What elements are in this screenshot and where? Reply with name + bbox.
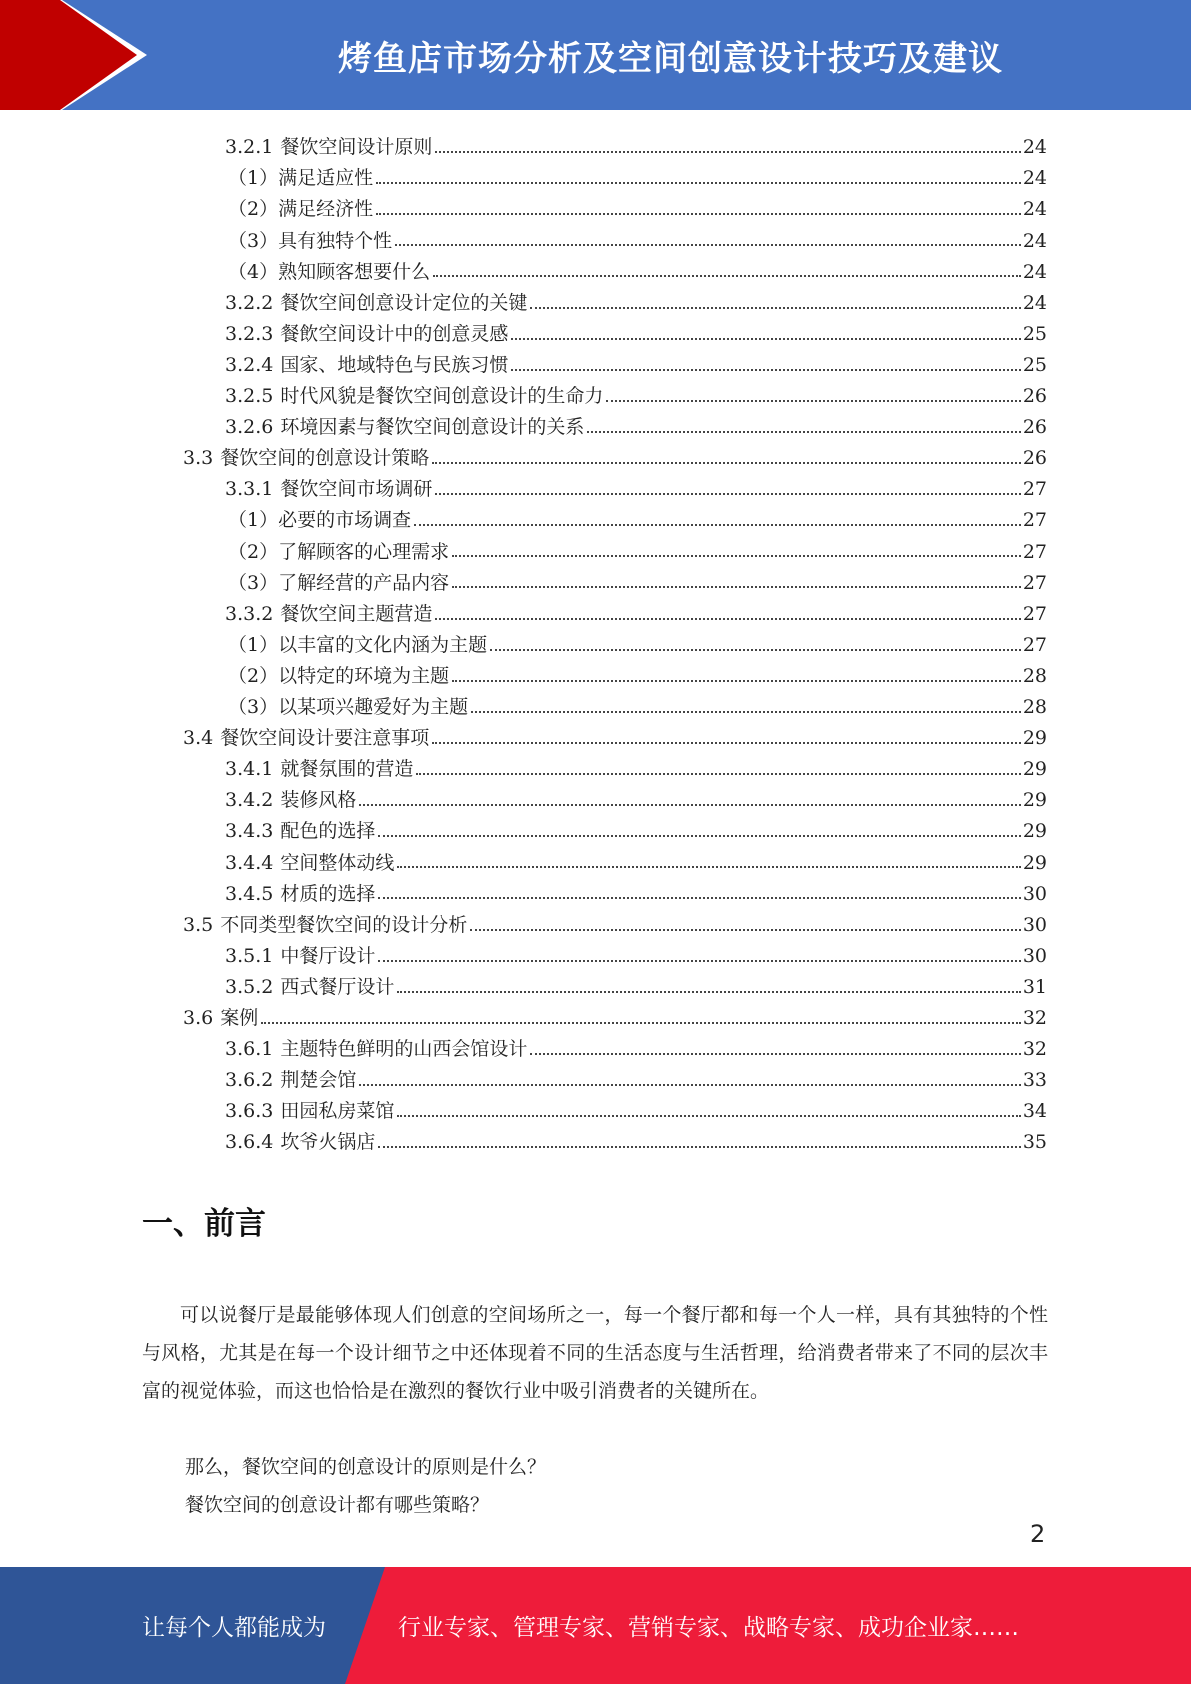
toc-entry-page: 33 [1022,1069,1047,1092]
toc-entry-number: 3.2.6 [225,416,274,439]
toc-dot-leader [490,649,1021,651]
toc-entry-page: 27 [1022,633,1047,656]
toc-entry-number: 3.3.2 [225,602,274,625]
toc-entry-page: 24 [1022,260,1047,283]
question-principles: 那么，餐饮空间的创意设计的原则是什么？ [185,1456,547,1478]
toc-entry-label: 案例 [220,1007,259,1029]
toc-entry-label: 时代风貌是餐饮空间创意设计的生命力 [280,385,604,407]
toc-entry[interactable] [228,252,1047,283]
toc-entry-number: 3.6.3 [225,1100,274,1123]
toc-entry-number: 3.2.4 [225,353,274,376]
toc-entry-number: 3.3.1 [225,478,274,501]
toc-entry-label: 餐饮空间主题营造 [280,602,433,625]
toc-entry-label: 以丰富的文化内涵为主题 [278,633,488,656]
toc-entry-number: 3.6.1 [225,1038,274,1061]
toc-entry-page: 28 [1022,664,1047,687]
toc-entry[interactable] [225,781,1047,812]
toc-dot-leader [397,866,1020,868]
toc-dot-leader [376,182,1021,184]
toc-entry[interactable] [225,346,1047,377]
toc-dot-leader [452,555,1021,557]
document-title: 烤鱼店市场分析及空间创意设计技巧及建议 [338,38,1003,79]
toc-entry-label: 餐饮空间设计原则 [280,136,433,159]
toc-entry-page: 28 [1022,696,1047,718]
toc-dot-leader [435,493,1020,495]
toc-entry-label: 餐饮空间设计要注意事项 [220,727,430,750]
toc-entry-number: 3.5 [183,913,214,936]
arrow-chevron-icon [0,0,160,110]
toc-entry-label: 必要的市场调查 [278,509,412,532]
toc-entry-page: 30 [1022,882,1047,905]
toc-dot-leader [587,431,1020,433]
toc-entry-page: 29 [1022,758,1047,781]
toc-entry-label: 以某项兴趣爱好为主题 [278,696,469,718]
toc-entry-page: 24 [1022,198,1047,221]
toc-entry-label: 西式餐厅设计 [280,975,395,998]
toc-entry-number: 3.6.2 [225,1069,274,1092]
toc-entry-number: 3.6 [183,1007,214,1029]
toc-entry-page: 24 [1022,291,1047,314]
toc-dot-leader [397,1115,1020,1117]
footer-slogan-right: 行业专家、管理专家、营销专家、战略专家、成功企业家…… [398,1615,1019,1641]
toc-dot-leader [606,400,1020,402]
toc-entry[interactable] [225,843,1047,874]
toc-entry-page: 25 [1022,322,1047,345]
toc-dot-leader [432,462,1021,464]
toc-dot-leader [376,213,1021,215]
toc-dot-leader [359,1084,1020,1086]
toc-entry[interactable] [183,999,1047,1030]
toc-entry-number: （2） [228,198,279,221]
toc-entry-number: （4） [228,260,279,283]
toc-entry-label: 主题特色鲜明的山西会馆设计 [280,1038,528,1061]
toc-dot-leader [416,773,1020,775]
page-number: 2 [1030,1520,1046,1548]
toc-entry-number: 3.2.5 [225,385,274,407]
toc-dot-leader [378,1146,1020,1148]
toc-entry-page: 25 [1022,353,1047,376]
toc-entry-label: 坎爷火锅店 [280,1131,376,1154]
toc-entry-page: 27 [1022,478,1047,501]
question-strategies: 餐饮空间的创意设计都有哪些策略？ [185,1494,490,1516]
toc-entry-number: 3.4.4 [225,851,274,874]
toc-dot-leader [452,586,1021,588]
toc-entry-page: 24 [1022,136,1047,159]
toc-entry-page: 27 [1022,540,1047,563]
toc-entry-page: 26 [1022,447,1047,470]
page-footer [0,1567,1191,1684]
toc-entry-label: 餐饮空间市场调研 [280,478,433,501]
toc-entry-number: 3.5.2 [225,975,274,998]
toc-entry-page: 29 [1022,789,1047,812]
toc-entry[interactable] [228,688,1047,719]
toc-entry[interactable] [225,1092,1047,1123]
toc-entry-label: 餐飲空间设计中的创意灵感 [280,322,509,345]
toc-dot-leader [511,369,1020,371]
toc-entry-label: 餐饮空间的创意设计策略 [220,447,430,470]
toc-entry[interactable] [225,968,1047,999]
toc-entry[interactable] [225,595,1047,626]
toc-entry-number: （1） [228,633,279,656]
toc-entry-label: 了解经营的产品内容 [278,571,450,594]
toc-entry[interactable] [228,190,1047,221]
toc-entry-number: （2） [228,540,279,563]
toc-dot-leader [435,151,1020,153]
toc-entry[interactable] [183,439,1047,470]
toc-entry-page: 34 [1022,1100,1047,1123]
toc-entry[interactable] [228,657,1047,688]
toc-dot-leader [530,307,1020,309]
page-header [0,0,1191,110]
toc-entry[interactable] [225,812,1047,843]
toc-entry[interactable] [228,532,1047,563]
toc-entry-page: 27 [1022,509,1047,532]
toc-entry-number: 3.6.4 [225,1131,274,1154]
toc-entry[interactable] [228,159,1047,190]
toc-entry-page: 24 [1022,167,1047,190]
toc-entry[interactable] [225,1061,1047,1092]
toc-entry-number: 3.4.3 [225,820,274,843]
toc-dot-leader [435,618,1020,620]
toc-entry[interactable] [225,284,1047,315]
toc-entry-number: 3.5.1 [225,944,274,967]
toc-dot-leader [378,835,1020,837]
toc-dot-leader [261,1022,1021,1024]
toc-entry-label: 不同类型餐饮空间的设计分析 [220,913,468,936]
toc-dot-leader [414,524,1021,526]
toc-dot-leader [433,275,1021,277]
toc-dot-leader [395,244,1021,246]
toc-entry-number: 3.4 [183,727,214,750]
toc-entry-number: 3.4.5 [225,882,274,905]
toc-entry-page: 31 [1022,975,1047,998]
toc-entry[interactable] [225,128,1047,159]
toc-entry-label: 环境因素与餐饮空间创意设计的关系 [280,416,585,439]
toc-entry-label: 中餐厅设计 [280,944,376,967]
toc-entry-number: 3.2.2 [225,291,274,314]
toc-entry-number: （2） [228,664,279,687]
toc-entry-number: （3） [228,229,279,252]
toc-entry-number: （3） [228,696,279,718]
toc-entry-number: 3.4.1 [225,758,274,781]
footer-slogan-left: 让每个人都能成为 [142,1615,326,1641]
toc-entry[interactable] [225,315,1047,346]
toc-entry-number: 3.3 [183,447,214,470]
toc-dot-leader [378,960,1020,962]
toc-entry-label: 空间整体动线 [280,851,395,874]
toc-entry-page: 32 [1022,1038,1047,1061]
toc-entry[interactable] [225,1123,1047,1154]
section-heading: 一、前言 [142,1206,266,1242]
toc-entry-page: 30 [1022,913,1047,936]
toc-entry-label: 了解顾客的心理需求 [278,540,450,563]
toc-entry-page: 35 [1022,1131,1047,1154]
toc-entry-page: 29 [1022,820,1047,843]
toc-entry[interactable] [225,937,1047,968]
toc-entry[interactable] [228,563,1047,594]
toc-entry[interactable] [228,221,1047,252]
toc-entry-page: 24 [1022,229,1047,252]
toc-entry[interactable] [225,874,1047,905]
toc-entry[interactable] [225,470,1047,501]
toc-dot-leader [397,991,1020,993]
toc-entry-label: 熟知顾客想要什么 [278,260,431,283]
toc-dot-leader [432,742,1021,744]
toc-entry-number: 3.2.1 [225,136,274,159]
toc-entry-page: 26 [1022,416,1047,439]
toc-entry-label: 满足适应性 [278,167,374,190]
toc-dot-leader [470,929,1021,931]
toc-entry-page: 27 [1022,571,1047,594]
toc-entry-label: 就餐氛围的营造 [280,758,414,781]
toc-dot-leader [359,804,1020,806]
toc-entry[interactable] [225,377,1047,408]
toc-entry[interactable] [228,626,1047,657]
toc-entry-page: 30 [1022,944,1047,967]
toc-entry-number: （1） [228,509,279,532]
toc-entry-label: 国家、地域特色与民族习惯 [280,353,509,376]
toc-dot-leader [511,338,1020,340]
toc-entry-label: 具有独特个性 [278,229,393,252]
toc-entry-label: 材质的选择 [280,882,376,905]
toc-entry[interactable] [228,501,1047,532]
toc-entry[interactable] [225,408,1047,439]
toc-entry-number: （3） [228,571,279,594]
toc-entry-number: 3.4.2 [225,789,274,812]
toc-dot-leader [452,680,1021,682]
toc-entry-number: （1） [228,167,279,190]
toc-dot-leader [471,711,1021,713]
toc-entry[interactable] [225,750,1047,781]
toc-entry-label: 以特定的环境为主题 [278,664,450,687]
toc-entry[interactable] [225,1030,1047,1061]
toc-entry-label: 餐饮空间创意设计定位的关键 [280,291,528,314]
toc-dot-leader [378,897,1020,899]
toc-entry-page: 32 [1022,1007,1047,1029]
toc-entry-page: 27 [1022,602,1047,625]
toc-entry-page: 29 [1022,727,1047,750]
intro-paragraph: 可以说餐厅是最能够体现人们创意的空间场所之一，每一个餐厅都和每一个人一样，具有其独特的个性与风格，尤其是在每一个设计细节之中还体现着不同的生活态度与生活哲理，给消费者带来了不同的层次丰富的视觉体验，而这也恰恰是在激烈的餐饮行业中吸引消费者的关键所在。 [142,1304,1048,1402]
toc-entry-page: 29 [1022,851,1047,874]
toc-dot-leader [530,1053,1020,1055]
toc-entry[interactable] [183,719,1047,750]
toc-entry-label: 配色的选择 [280,820,376,843]
toc-entry-page: 26 [1022,385,1047,407]
toc-entry-label: 满足经济性 [278,198,374,221]
toc-entry-number: 3.2.3 [225,322,274,345]
toc-entry[interactable] [183,906,1047,937]
toc-entry-label: 荆楚会馆 [280,1069,357,1092]
toc-entry-label: 装修风格 [280,789,357,812]
toc-entry-label: 田园私房菜馆 [280,1100,395,1123]
